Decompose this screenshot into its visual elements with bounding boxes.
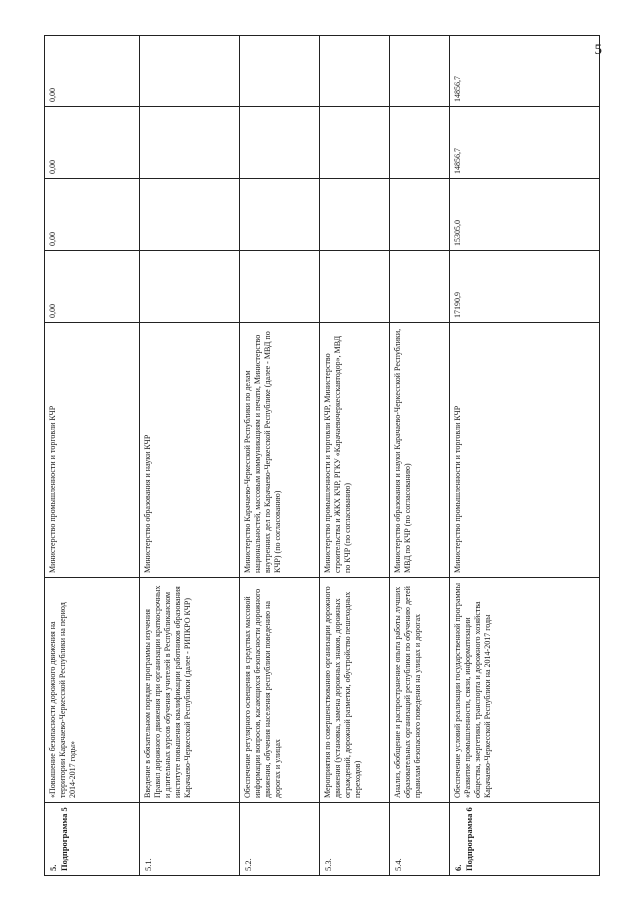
row-value-2: [320, 179, 390, 251]
row-value-2: [240, 179, 320, 251]
row-value-1: 17190,9: [450, 251, 600, 323]
row-code: 6. Подпрограмма 6: [450, 803, 600, 876]
row-executor: Министерство образования и науки Карачаево-Черкесской Республики, МВД по КЧР (по согласованию): [390, 323, 450, 578]
row-title: Введение в обязательном порядке программы изучения Правил дорожного движения при организации краткосрочных и длительных курсов обучения учителей в Республиканском институте повышения квалификации работников образования Карачаево-Черкесской Республики (далее - РИПКРО КЧР): [140, 578, 240, 803]
row-value-4: [320, 36, 390, 107]
row-code: 5.4.: [390, 803, 450, 876]
row-value-4: 14856,7: [450, 36, 600, 107]
rotated-table-container: [44, 36, 599, 876]
row-title: Мероприятия по совершенствованию организации дорожного движения (установка, замена дорожных знаков, дорожных ограждений, дорожной разметки, обустройство пешеходных переходов): [320, 578, 390, 803]
table-row: [390, 36, 450, 876]
page-number: 5: [594, 42, 602, 58]
row-code: 5.2.: [240, 803, 320, 876]
row-executor: Министерство промышленности и торговли КЧР: [450, 323, 600, 578]
row-value-3: [240, 107, 320, 179]
row-value-1: 0,00: [45, 251, 140, 323]
row-value-4: 0,00: [45, 36, 140, 107]
table-row: [450, 36, 600, 876]
table-row: [140, 36, 240, 876]
table-row: [240, 36, 320, 876]
row-value-2: 0,00: [45, 179, 140, 251]
row-title: Обеспечение регулярного освещения в средствах массовой информации вопросов, касающихся безопасности дорожного движения, обучения населения республики поведению на дорогах и улицах: [240, 578, 320, 803]
row-value-2: [390, 179, 450, 251]
row-value-2: [140, 179, 240, 251]
row-code: 5. Подпрограмма 5: [45, 803, 140, 876]
row-value-4: [240, 36, 320, 107]
row-executor: Министерство Карачаево-Черкесской Республики по делам национальностей, массовым коммуникациям и печати, Министерство внутренних дел по Карачаево-Черкесской Республике (далее - МВД по КЧР) (по согласованию): [240, 323, 320, 578]
row-value-3: [140, 107, 240, 179]
table-row: [45, 36, 140, 876]
row-value-1: [240, 251, 320, 323]
row-title: Анализ, обобщение и распространение опыта работы лучших образовательных организаций республики по обучению детей правилам безопасного поведения на улицах и дорогах: [390, 578, 450, 803]
row-code: 5.3.: [320, 803, 390, 876]
row-value-3: [320, 107, 390, 179]
row-executor: Министерство образования и науки КЧР: [140, 323, 240, 578]
table-row: [320, 36, 390, 876]
row-value-1: [140, 251, 240, 323]
row-value-4: [140, 36, 240, 107]
row-value-1: [320, 251, 390, 323]
row-title: «Повышение безопасности дорожного движения на территории Карачаево-Черкесской Республики на период 2014-2017 годы»: [45, 578, 140, 803]
row-value-2: 15305,0: [450, 179, 600, 251]
row-value-1: [390, 251, 450, 323]
row-code: 5.1.: [140, 803, 240, 876]
program-table: [44, 35, 600, 876]
row-value-3: [390, 107, 450, 179]
row-executor: Министерство промышленности и торговли КЧР: [45, 323, 140, 578]
row-value-3: 14856,7: [450, 107, 600, 179]
row-value-4: [390, 36, 450, 107]
row-value-3: 0,00: [45, 107, 140, 179]
row-executor: Министерство промышленности и торговли КЧР, Министерство строительства и ЖКХ КЧР, РГКУ «Карачаевочеркесскавтодор», МВД по КЧР (по согласованию): [320, 323, 390, 578]
row-title: Обеспечение условий реализации государственной программы «Развитие промышленности, связи, информатизации общества, энергетики, транспорта и дорожного хозяйства Карачаево-Черкесской Республики на 2014-2017 годы: [450, 578, 600, 803]
